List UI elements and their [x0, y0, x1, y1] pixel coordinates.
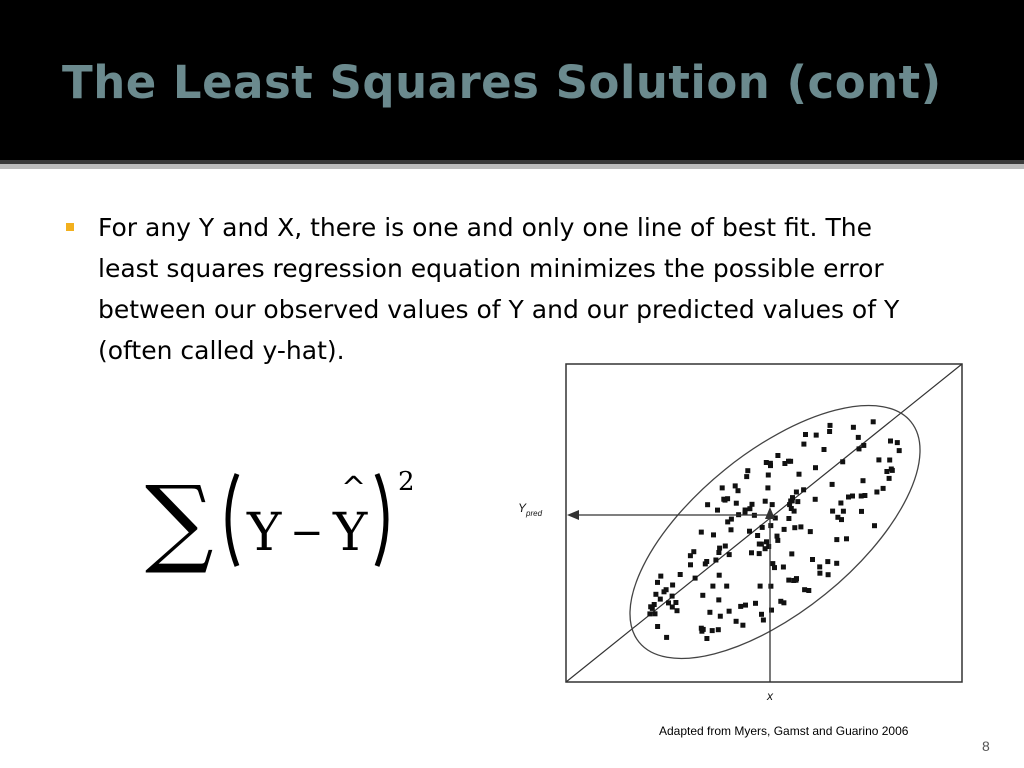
data-point: [782, 527, 787, 532]
data-point: [713, 558, 718, 563]
source-caption: Adapted from Myers, Gamst and Guarino 2006: [659, 724, 909, 738]
minus-symbol: −: [290, 510, 324, 556]
left-paren: [228, 474, 237, 566]
data-point: [653, 611, 658, 616]
data-point: [817, 564, 822, 569]
data-point: [678, 572, 683, 577]
y-hat-symbol: Y: [333, 503, 368, 563]
data-point: [834, 561, 839, 566]
data-point: [876, 457, 881, 462]
data-point: [715, 508, 720, 513]
data-point: [895, 440, 900, 445]
data-point: [759, 612, 764, 617]
data-point: [838, 501, 843, 506]
bullet-line: between our observed values of Y and our predicted values of Y: [98, 295, 900, 324]
data-point: [716, 627, 721, 632]
y-pred-label: $Y_{pred}$: [518, 501, 543, 518]
data-point: [834, 537, 839, 542]
data-point: [749, 550, 754, 555]
data-point: [888, 439, 893, 444]
data-point: [844, 536, 849, 541]
data-point: [700, 593, 705, 598]
data-point: [813, 465, 818, 470]
data-point: [670, 605, 675, 610]
data-point: [747, 506, 752, 511]
data-point: [655, 580, 660, 585]
data-point: [729, 517, 734, 522]
data-point: [841, 509, 846, 514]
data-point: [806, 588, 811, 593]
data-point: [727, 552, 732, 557]
data-point: [648, 604, 653, 609]
data-point: [670, 583, 675, 588]
data-point: [724, 584, 729, 589]
data-point: [736, 488, 741, 493]
data-point: [717, 546, 722, 551]
y-symbol: Y: [247, 503, 282, 563]
data-point: [814, 433, 819, 438]
data-point: [743, 603, 748, 608]
data-point: [765, 485, 770, 490]
data-point: [781, 565, 786, 570]
data-point: [653, 592, 658, 597]
data-point: [740, 623, 745, 628]
data-point: [840, 459, 845, 464]
data-point: [647, 611, 652, 616]
data-point: [727, 609, 732, 614]
data-point: [861, 478, 866, 483]
data-point: [750, 502, 755, 507]
data-point: [655, 624, 660, 629]
data-point: [723, 544, 728, 549]
x-label: x: [767, 689, 773, 703]
data-point: [792, 525, 797, 530]
data-point: [851, 425, 856, 430]
data-point: [856, 435, 861, 440]
data-point: [764, 539, 769, 544]
data-point: [798, 524, 803, 529]
data-point: [788, 459, 793, 464]
data-point: [790, 495, 795, 500]
data-point: [775, 534, 780, 539]
data-point: [738, 604, 743, 609]
data-point: [688, 562, 693, 567]
data-point: [887, 476, 892, 481]
data-point: [786, 516, 791, 521]
data-point: [871, 419, 876, 424]
data-point: [817, 571, 822, 576]
data-point: [670, 594, 675, 599]
data-point: [846, 495, 851, 500]
data-point: [699, 626, 704, 631]
data-point: [760, 525, 765, 530]
data-point: [723, 498, 728, 503]
slide-content: [0, 169, 1024, 768]
data-point: [808, 529, 813, 534]
data-point: [761, 618, 766, 623]
data-point: [810, 557, 815, 562]
exponent-two: 2: [398, 467, 415, 497]
data-point: [801, 442, 806, 447]
data-point: [830, 482, 835, 487]
data-point: [795, 499, 800, 504]
data-point: [859, 494, 864, 499]
data-point: [766, 473, 771, 478]
data-point: [826, 572, 831, 577]
data-point: [825, 559, 830, 564]
data-point: [884, 469, 889, 474]
data-point: [872, 523, 877, 528]
data-point: [705, 502, 710, 507]
data-point: [693, 576, 698, 581]
bullet-line: (often called y-hat).: [98, 336, 345, 365]
bullet-line: least squares regression equation minimizes the possible error: [98, 254, 884, 283]
data-point: [747, 529, 752, 534]
data-point: [664, 635, 669, 640]
data-point: [758, 584, 763, 589]
bullet-square-icon: [66, 223, 74, 231]
data-point: [881, 486, 886, 491]
data-point: [755, 533, 760, 538]
data-point: [716, 597, 721, 602]
data-point: [757, 542, 762, 547]
data-point: [710, 628, 715, 633]
data-point: [830, 509, 835, 514]
data-point: [729, 527, 734, 532]
data-point: [768, 584, 773, 589]
data-point: [763, 499, 768, 504]
data-point: [675, 608, 680, 613]
bullet-text: [98, 207, 998, 371]
bullet-line: For any Y and X, there is one and only one line of best fit. The: [98, 213, 872, 242]
data-point: [890, 468, 895, 473]
data-point: [775, 453, 780, 458]
data-point: [803, 432, 808, 437]
regression-scatter-figure: [513, 352, 969, 708]
data-point: [797, 472, 802, 477]
slide-title: The Least Squares Solution (cont): [62, 56, 942, 109]
data-point: [704, 636, 709, 641]
data-point: [744, 474, 749, 479]
right-paren: [377, 474, 386, 566]
data-point: [835, 515, 840, 520]
data-point: [720, 485, 725, 490]
hat-accent: ^: [341, 471, 367, 506]
data-point: [734, 619, 739, 624]
data-point: [699, 530, 704, 535]
title-band: [0, 0, 1024, 160]
data-point: [704, 559, 709, 564]
data-point: [861, 443, 866, 448]
data-point: [688, 553, 693, 558]
data-point: [887, 458, 892, 463]
data-point: [786, 578, 791, 583]
data-point: [764, 460, 769, 465]
data-point: [763, 546, 768, 551]
data-point: [794, 490, 799, 495]
data-point: [768, 523, 773, 528]
data-point: [733, 483, 738, 488]
sigma-symbol: ∑: [145, 465, 214, 574]
data-point: [857, 446, 862, 451]
data-point: [707, 610, 712, 615]
data-point: [782, 461, 787, 466]
data-point: [734, 501, 739, 506]
data-point: [778, 599, 783, 604]
data-point: [717, 573, 722, 578]
data-point: [770, 502, 775, 507]
data-point: [716, 550, 721, 555]
data-point: [794, 576, 799, 581]
data-point: [827, 429, 832, 434]
data-point: [718, 614, 723, 619]
data-point: [792, 509, 797, 514]
data-point: [757, 551, 762, 556]
data-point: [897, 448, 902, 453]
data-point: [859, 509, 864, 514]
data-point: [874, 490, 879, 495]
data-point: [658, 574, 663, 579]
data-point: [745, 468, 750, 473]
data-point: [673, 600, 678, 605]
data-point: [813, 497, 818, 502]
data-point: [801, 487, 806, 492]
sum-squared-error-formula: [145, 454, 425, 574]
data-point: [711, 532, 716, 537]
data-point: [753, 601, 758, 606]
page-number: 8: [982, 738, 990, 754]
data-point: [710, 584, 715, 589]
data-point: [662, 589, 667, 594]
data-point: [772, 565, 777, 570]
figure-background: [513, 352, 969, 708]
data-point: [822, 447, 827, 452]
data-point: [789, 551, 794, 556]
data-point: [775, 538, 780, 543]
data-point: [828, 423, 833, 428]
data-point: [658, 597, 663, 602]
